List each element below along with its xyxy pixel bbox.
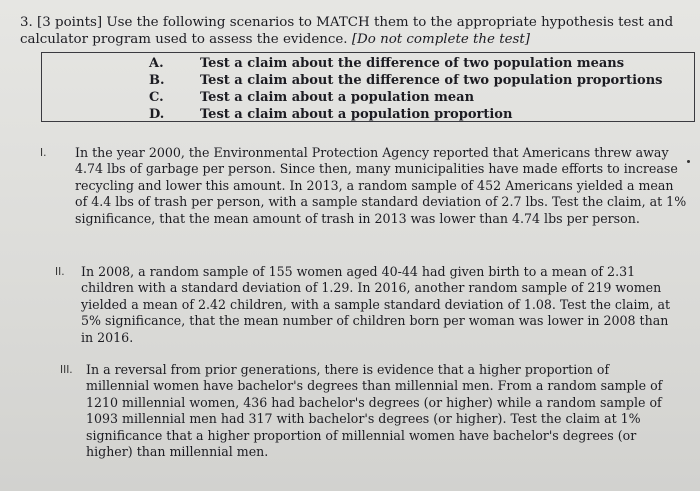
- option-text: Test a claim about a population mean: [200, 90, 475, 105]
- scenario-text: In the year 2000, the Environmental Protection Agency reported that Americans threw away 4.74 lbs of garbage per person. Since then, many municipalities have made efforts to increase recycling and lower this amount. In 2013, a random sample of 452 Americans yielded a mean of 4.4 lbs of trash per person, with a sample standard deviation of 2.7 lbs. Test the claim, at 1% significance, that the mean amount of trash in 2013 was lower than 4.74 lbs per person.: [75, 145, 687, 226]
- scenario-label: II.: [55, 266, 65, 278]
- question-prompt: [20, 14, 680, 48]
- option-letter: D.: [149, 107, 165, 122]
- option-text: Test a claim about a population proportion: [200, 107, 513, 122]
- question-text: Use the following scenarios to MATCH them to the appropriate hypothesis test and calculator program used to assess the evidence.: [20, 15, 674, 47]
- question-instruction: [Do not complete the test]: [351, 32, 530, 47]
- scenario-label: I.: [40, 147, 47, 159]
- question-points: [3 points]: [37, 15, 103, 30]
- ink-dot: [687, 160, 690, 163]
- scenario-text: In a reversal from prior generations, there is evidence that a higher proportion of millennial women have bachelor's degrees than millennial men. From a random sample of 1210 millennial women, 436 had bachelor's degrees (or higher) while a random sample of 1093 millennial men had 317 with bachelor's degrees (or higher). Test the claim at 1% significance that a higher proportion of millennial women have bachelor's degrees (or higher) than millennial men.: [86, 362, 663, 460]
- scenario-text: In 2008, a random sample of 155 women aged 40-44 had given birth to a mean of 2.31 children with a standard deviation of 1.29. In 2016, another random sample of 219 women yielded a mean of 2.42 children, with a sample standard deviation of 1.08. Test the claim, at 5% significance, that the mean number of children born per woman was lower in 2008 than in 2016.: [81, 264, 671, 345]
- question-number: 3.: [20, 15, 33, 30]
- option-letter: C.: [149, 90, 164, 105]
- scenario-label: III.: [60, 364, 73, 376]
- option-text: Test a claim about the difference of two population means: [200, 56, 625, 71]
- option-letter: B.: [149, 73, 165, 88]
- option-text: Test a claim about the difference of two population proportions: [200, 73, 663, 88]
- options-table: [41, 52, 695, 122]
- option-letter: A.: [149, 56, 164, 71]
